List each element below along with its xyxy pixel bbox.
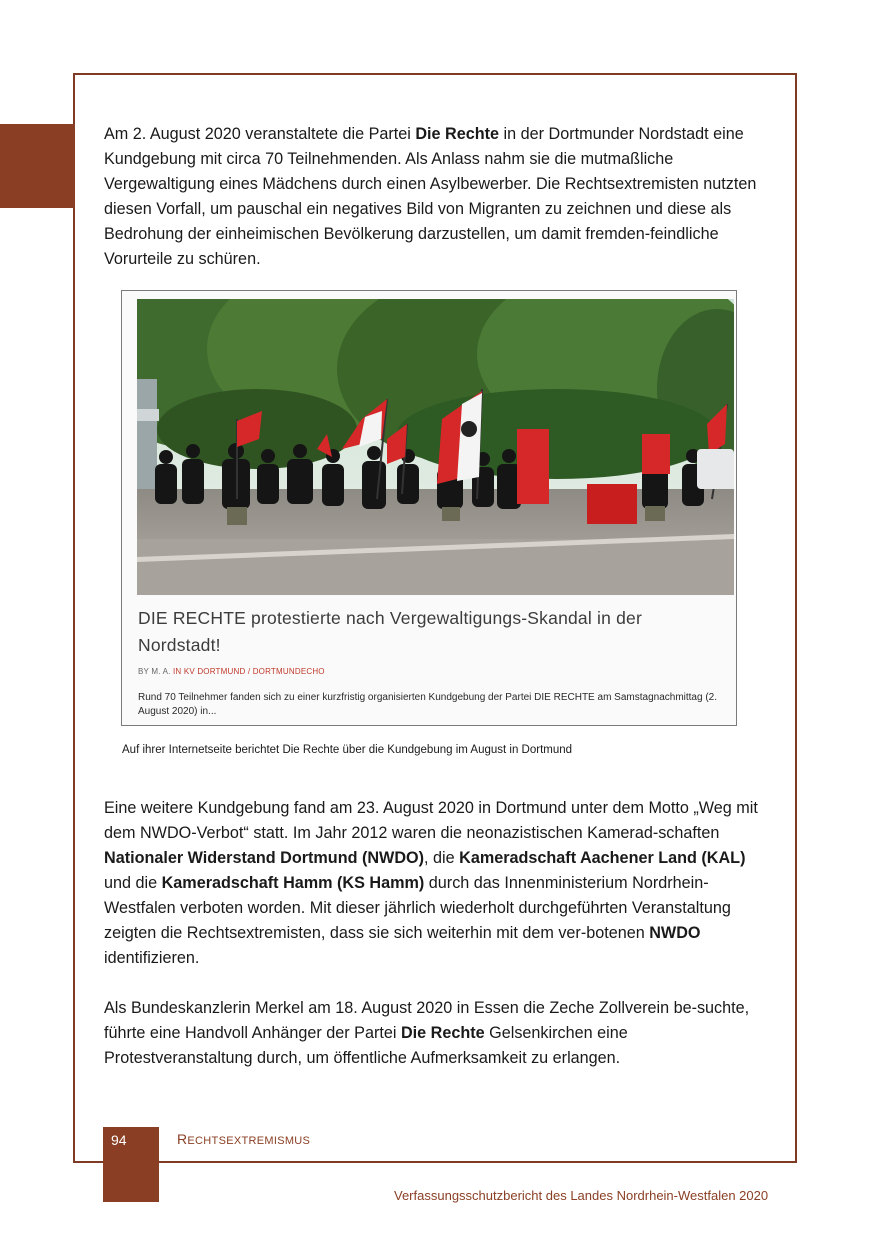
website-excerpt: Rund 70 Teilnehmer fanden sich zu einer kurzfristig organisierten Kundgebung der Partei DIE RECHTE am Samstagnachmittag (2. August 2020) in... xyxy=(138,692,717,717)
report-title-footer: Verfassungsschutzbericht des Landes Nordrhein-Westfalen 2020 xyxy=(394,1188,769,1203)
chapter-tab-marker xyxy=(0,124,75,208)
figure-caption: Auf ihrer Internetseite berichtet Die Rechte über die Kundgebung im August in Dortmund xyxy=(122,744,573,756)
website-headline: DIE RECHTE protestierte nach Vergewaltigungs-Skandal in der Nordstadt! xyxy=(138,608,642,655)
website-byline: BY M. A. IN KV DORTMUND / DORTMUNDECHO xyxy=(138,667,325,676)
party-name-bold: Die Rechte xyxy=(415,125,500,143)
page-number: 94 xyxy=(111,1132,127,1148)
paragraph-3: Als Bundeskanzlerin Merkel am 18. August 2020 in Essen die Zeche Zollverein be-suchte, führte eine Handvoll Anhänger der Partei Die Rechte Gelsenkirchen eine Protestveranstaltung durch, um öffentliche Aufmerksamkeit zu erlangen. xyxy=(104,999,750,1067)
paragraph-1: Am 2. August 2020 veranstaltete die Partei Die Rechte in der Dortmunder Nordstadt eine Kundgebung mit circa 70 Teilnehmenden. Als Anlass nahm sie die mutmaßliche Vergewaltigung eines Mädchens durch einen Asylbewerber. Die Rechtsextremisten nutzten diesen Vorfall, um pauschal ein negatives Bild von Migranten zu zeichnen und diese als Bedrohung der einheimischen Bevölkerung darzustellen, um damit fremden-feindliche Vorurteile zu schüren. xyxy=(104,125,757,268)
paragraph-2: Eine weitere Kundgebung fand am 23. August 2020 in Dortmund unter dem Motto „Weg mit dem NWDO-Verbot“ statt. Im Jahr 2012 waren die neonazistischen Kamerad-schaften Nationaler Widerstand Dortmund (NWDO), die Kameradschaft Aachener Land (KAL) und die Kameradschaft Hamm (KS Hamm) durch das Innenministerium Nordrhein-Westfalen verboten worden. Mit dieser jährlich wiederholt durchgeführten Veranstaltung zeigten die Rechtsextremisten, dass sie sich weiterhin mit dem ver-botenen NWDO identifizieren. xyxy=(104,799,758,967)
website-screenshot-figure xyxy=(121,290,737,726)
section-label: RECHTSEXTREMISMUS xyxy=(177,1131,311,1147)
rally-photo xyxy=(137,299,734,595)
